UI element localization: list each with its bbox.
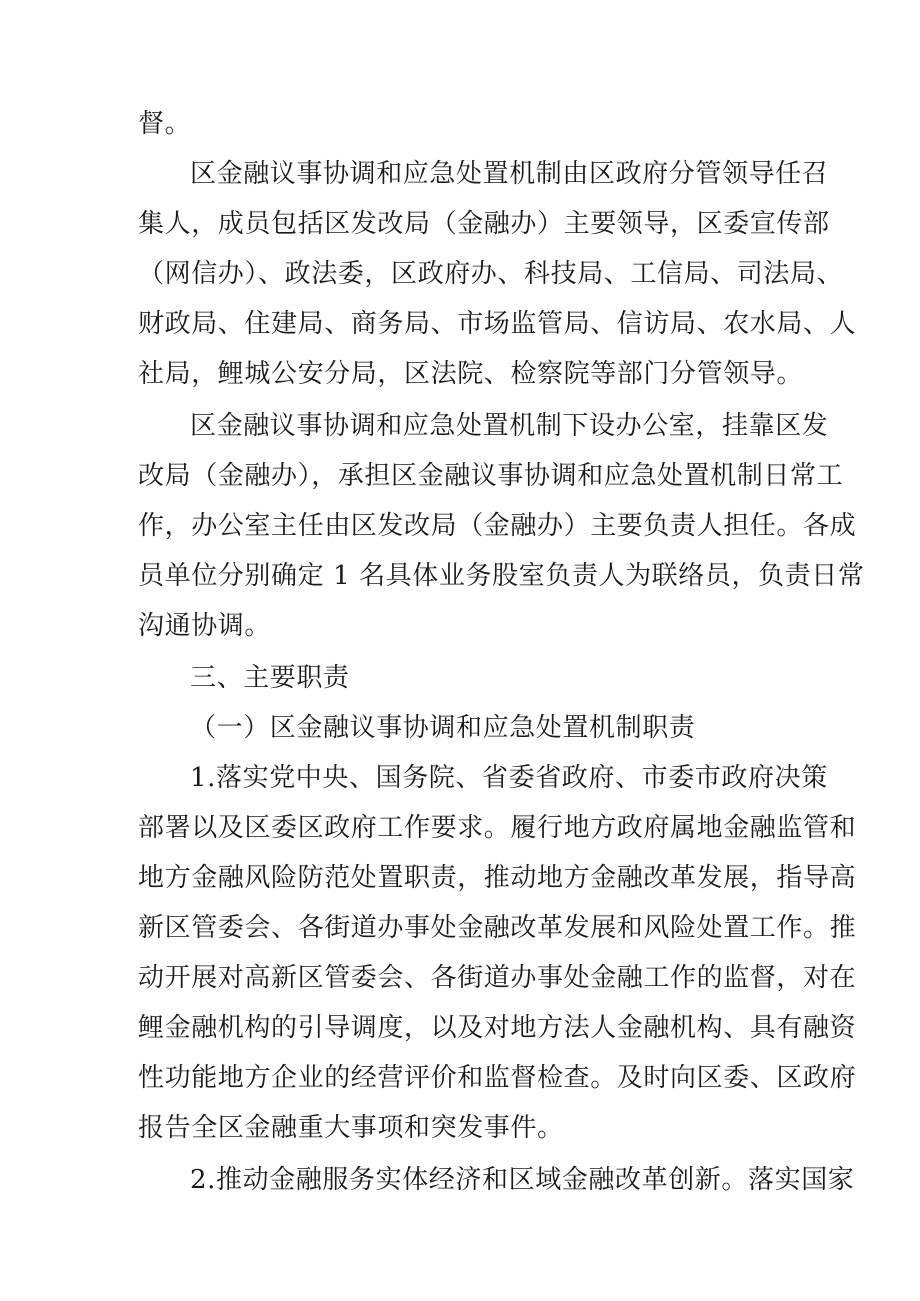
- subsection-heading: （一）区金融议事协调和应急处置机制职责: [190, 713, 696, 743]
- paragraph-line: 1.落实党中央、国务院、省委省政府、市委市政府决策: [190, 763, 828, 793]
- paragraph-line: 督。: [138, 109, 192, 139]
- paragraph-line: （网信办）、政法委，区政府办、科技局、工信局、司法局、: [138, 259, 844, 289]
- paragraph-line: 鲤金融机构的引导调度，以及对地方法人金融机构、具有融资: [138, 1013, 857, 1043]
- paragraph-line: 区金融议事协调和应急处置机制由区政府分管领导任召: [190, 159, 829, 189]
- paragraph-line: 集人，成员包括区发改局（金融办）主要领导，区委宣传部: [138, 209, 830, 239]
- paragraph-line: 社局，鲤城公安分局，区法院、检察院等部门分管领导。: [138, 359, 804, 389]
- paragraph-line: 改局（金融办），承担区金融议事协调和应急处置机制日常工: [138, 461, 844, 491]
- paragraph-line: 新区管委会、各街道办事处金融改革发展和风险处置工作。推: [138, 913, 857, 943]
- paragraph-line: 作，办公室主任由区发改局（金融办）主要负责人担任。各成: [138, 511, 857, 541]
- paragraph-line: 报告全区金融重大事项和突发事件。: [138, 1113, 564, 1143]
- paragraph-line: 沟通协调。: [138, 611, 272, 641]
- paragraph-line: 区金融议事协调和应急处置机制下设办公室，挂靠区发: [190, 411, 829, 441]
- section-heading: 三、主要职责: [190, 663, 350, 693]
- paragraph-line: 财政局、住建局、商务局、市场监管局、信访局、农水局、人: [138, 309, 857, 339]
- paragraph-line: 员单位分别确定 1 名具体业务股室负责人为联络员，负责日常: [138, 561, 865, 591]
- paragraph-line: 性功能地方企业的经营评价和监督检查。及时向区委、区政府: [138, 1063, 857, 1093]
- paragraph-line: 2.推动金融服务实体经济和区域金融改革创新。落实国家: [190, 1165, 855, 1195]
- paragraph-line: 部署以及区委区政府工作要求。履行地方政府属地金融监管和: [138, 813, 857, 843]
- paragraph-line: 动开展对高新区管委会、各街道办事处金融工作的监督，对在: [138, 963, 857, 993]
- paragraph-line: 地方金融风险防范处置职责，推动地方金融改革发展，指导高: [138, 863, 857, 893]
